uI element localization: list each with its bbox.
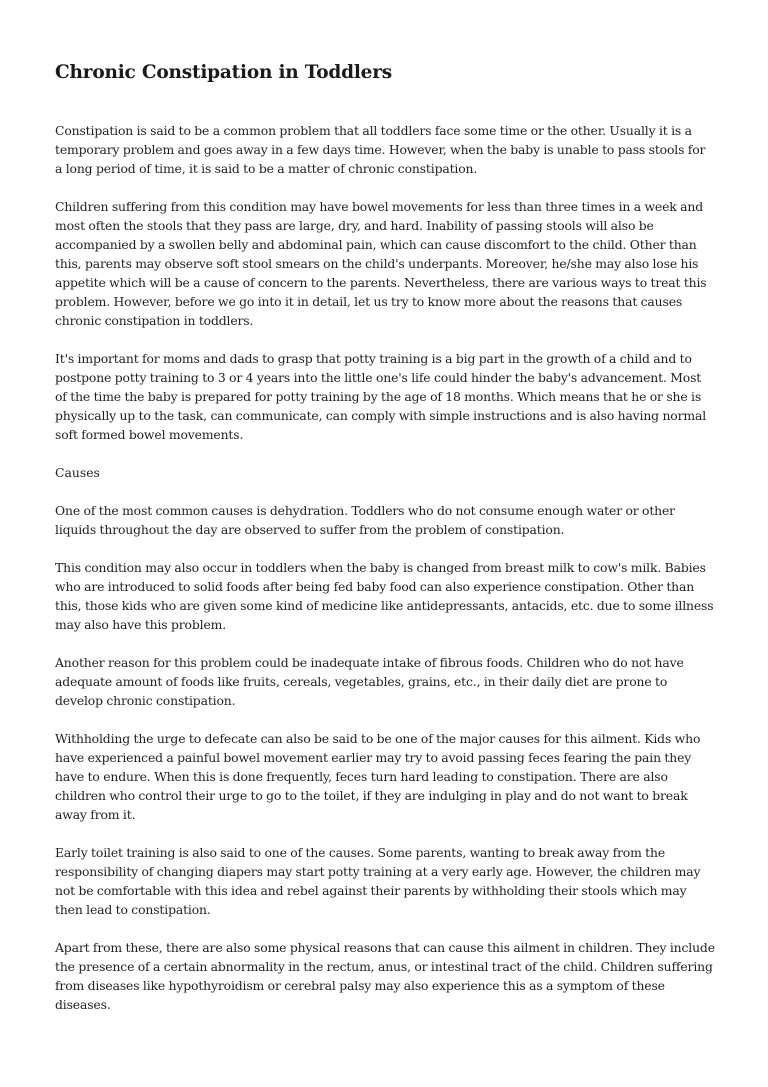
paragraph-cause-4: Withholding the urge to defecate can also be said to be one of the major causes for this ailment. Kids who have experienced a painful bowel movement earlier may try to avoid passing feces fearing the pain they have to endure. When this is done frequently, feces turn hard leading to constipation. There are also children who control their urge to go to the toilet, if they are indulging in play and do not want to break away from it. (55, 731, 701, 822)
paragraph-intro-3: It's important for moms and dads to grasp that potty training is a big part in the growth of a child and to postpone potty training to 3 or 4 years into the little one's life could hinder the baby's advancement. Most of the time the baby is prepared for potty training by the age of 18 months. Which means that he or she is physically up to the task, can communicate, can comply with simple instructions and is also having normal soft formed bowel movements. (55, 351, 707, 442)
page-title: Chronic Constipation in Toddlers (55, 62, 393, 83)
paragraph-cause-3: Another reason for this problem could be inadequate intake of fibrous foods. Children who do not have adequate amount of foods like fruits, cereals, vegetables, grains, etc., in their daily diet are prone to develop chronic constipation. (55, 655, 684, 708)
paragraph-cause-5: Early toilet training is also said to one of the causes. Some parents, wanting to break away from the responsibility of changing diapers may start potty training at a very early age. However, the children may not be comfortable with this idea and rebel against their parents by withholding their stools which may then lead to constipation. (55, 845, 701, 917)
section-heading-causes: Causes (55, 465, 100, 480)
paragraph-intro-2: Children suffering from this condition may have bowel movements for less than three times in a week and most often the stools that they pass are large, dry, and hard. Inability of passing stools will also be accompanied by a swollen belly and abdominal pain, which can cause discomfort to the child. Other than this, parents may observe soft stool smears on the child's underpants. Moreover, he/she may also lose his appetite which will be a cause of concern to the parents. Nevertheless, there are various ways to treat this problem. However, before we go into it in detail, let us try to know more about the reasons that causes chronic constipation in toddlers. (55, 199, 707, 328)
document-page (55, 57, 715, 1033)
paragraph-cause-6: Apart from these, there are also some physical reasons that can cause this ailment in children. They include the presence of a certain abnormality in the rectum, anus, or intestinal tract of the child. Children suffering from diseases like hypothyroidism or cerebral palsy may also experience this as a symptom of these diseases. (55, 940, 715, 1012)
paragraph-intro-1: Constipation is said to be a common problem that all toddlers face some time or the other. Usually it is a temporary problem and goes away in a few days time. However, when the baby is unable to pass stools for a long period of time, it is said to be a matter of chronic constipation. (55, 123, 706, 176)
paragraph-cause-2: This condition may also occur in toddlers when the baby is changed from breast milk to cow's milk. Babies who are introduced to solid foods after being fed baby food can also experience constipation. Other than this, those kids who are given some kind of medicine like antidepressants, antacids, etc. due to some illness may also have this problem. (55, 560, 714, 632)
paragraph-cause-1: One of the most common causes is dehydration. Toddlers who do not consume enough water or other liquids throughout the day are observed to suffer from the problem of constipation. (55, 503, 675, 537)
